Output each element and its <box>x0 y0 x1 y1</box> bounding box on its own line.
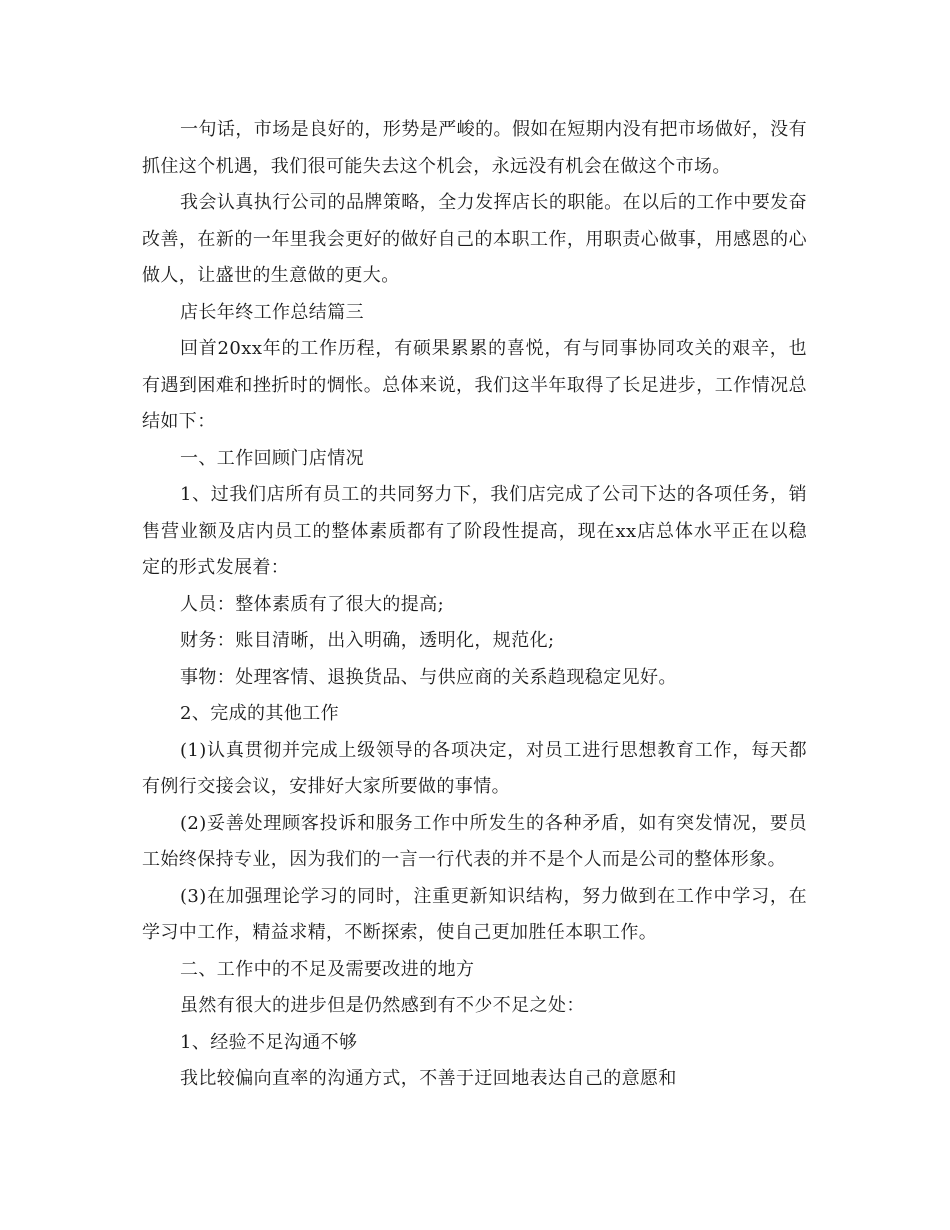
paragraph-communication-style: 我比较偏向直率的沟通方式，不善于迂回地表达自己的意愿和 <box>180 1068 677 1089</box>
item-other-work-2: (2)妥善处理顾客投诉和服务工作中所发生的各种矛盾，如有突发情况，要员工始终保持专业，因为我们的一言一行代表的并不是个人而是公司的整体形象。 <box>142 812 807 870</box>
item-affairs: 事物：处理客情、退换货品、与供应商的关系趋现稳定见好。 <box>180 666 677 688</box>
item-personnel: 人员：整体素质有了很大的提高; <box>180 593 445 615</box>
heading-work-review: 一、工作回顾门店情况 <box>180 447 364 469</box>
item-finance: 财务：账目清晰，出入明确，透明化，规范化; <box>180 630 555 651</box>
document-body <box>142 112 807 1098</box>
section-title-part-three: 店长年终工作总结篇三 <box>180 301 364 323</box>
heading-lack-of-experience: 1、经验不足沟通不够 <box>180 1031 358 1053</box>
heading-shortcomings: 二、工作中的不足及需要改进的地方 <box>180 958 475 980</box>
paragraph-market-summary: 一句话，市场是良好的，形势是严峻的。假如在短期内没有把市场做好，没有抓住这个机遇，我们很可能失去这个机会，永远没有机会在做这个市场。 <box>142 119 807 177</box>
paragraph-brand-strategy: 我会认真执行公司的品牌策略，全力发挥店长的职能。在以后的工作中要发奋改善，在新的一年里我会更好的做好自己的本职工作，用职责心做事，用感恩的心做人，让盛世的生意做的更大。 <box>142 192 807 286</box>
paragraph-year-review: 回首20xx年的工作历程，有硕果累累的喜悦，有与同事协同攻关的艰辛，也有遇到困难和挫折时的惆怅。总体来说，我们这半年取得了长足进步，工作情况总结如下： <box>142 338 807 432</box>
heading-other-work: 2、完成的其他工作 <box>180 703 340 724</box>
paragraph-shortcomings-intro: 虽然有很大的进步但是仍然感到有不少不足之处： <box>180 995 585 1016</box>
paragraph-store-tasks: 1、过我们店所有员工的共同努力下，我们店完成了公司下达的各项任务，销售营业额及店内员工的整体素质都有了阶段性提高，现在xx店总体水平正在以稳定的形式发展着： <box>142 484 807 578</box>
item-other-work-3: (3)在加强理论学习的同时，注重更新知识结构，努力做到在工作中学习，在学习中工作，精益求精，不断探索，使自己更加胜任本职工作。 <box>142 885 807 943</box>
item-other-work-1: (1)认真贯彻并完成上级领导的各项决定，对员工进行思想教育工作，每天都有例行交接会议，安排好大家所要做的事情。 <box>142 739 807 797</box>
